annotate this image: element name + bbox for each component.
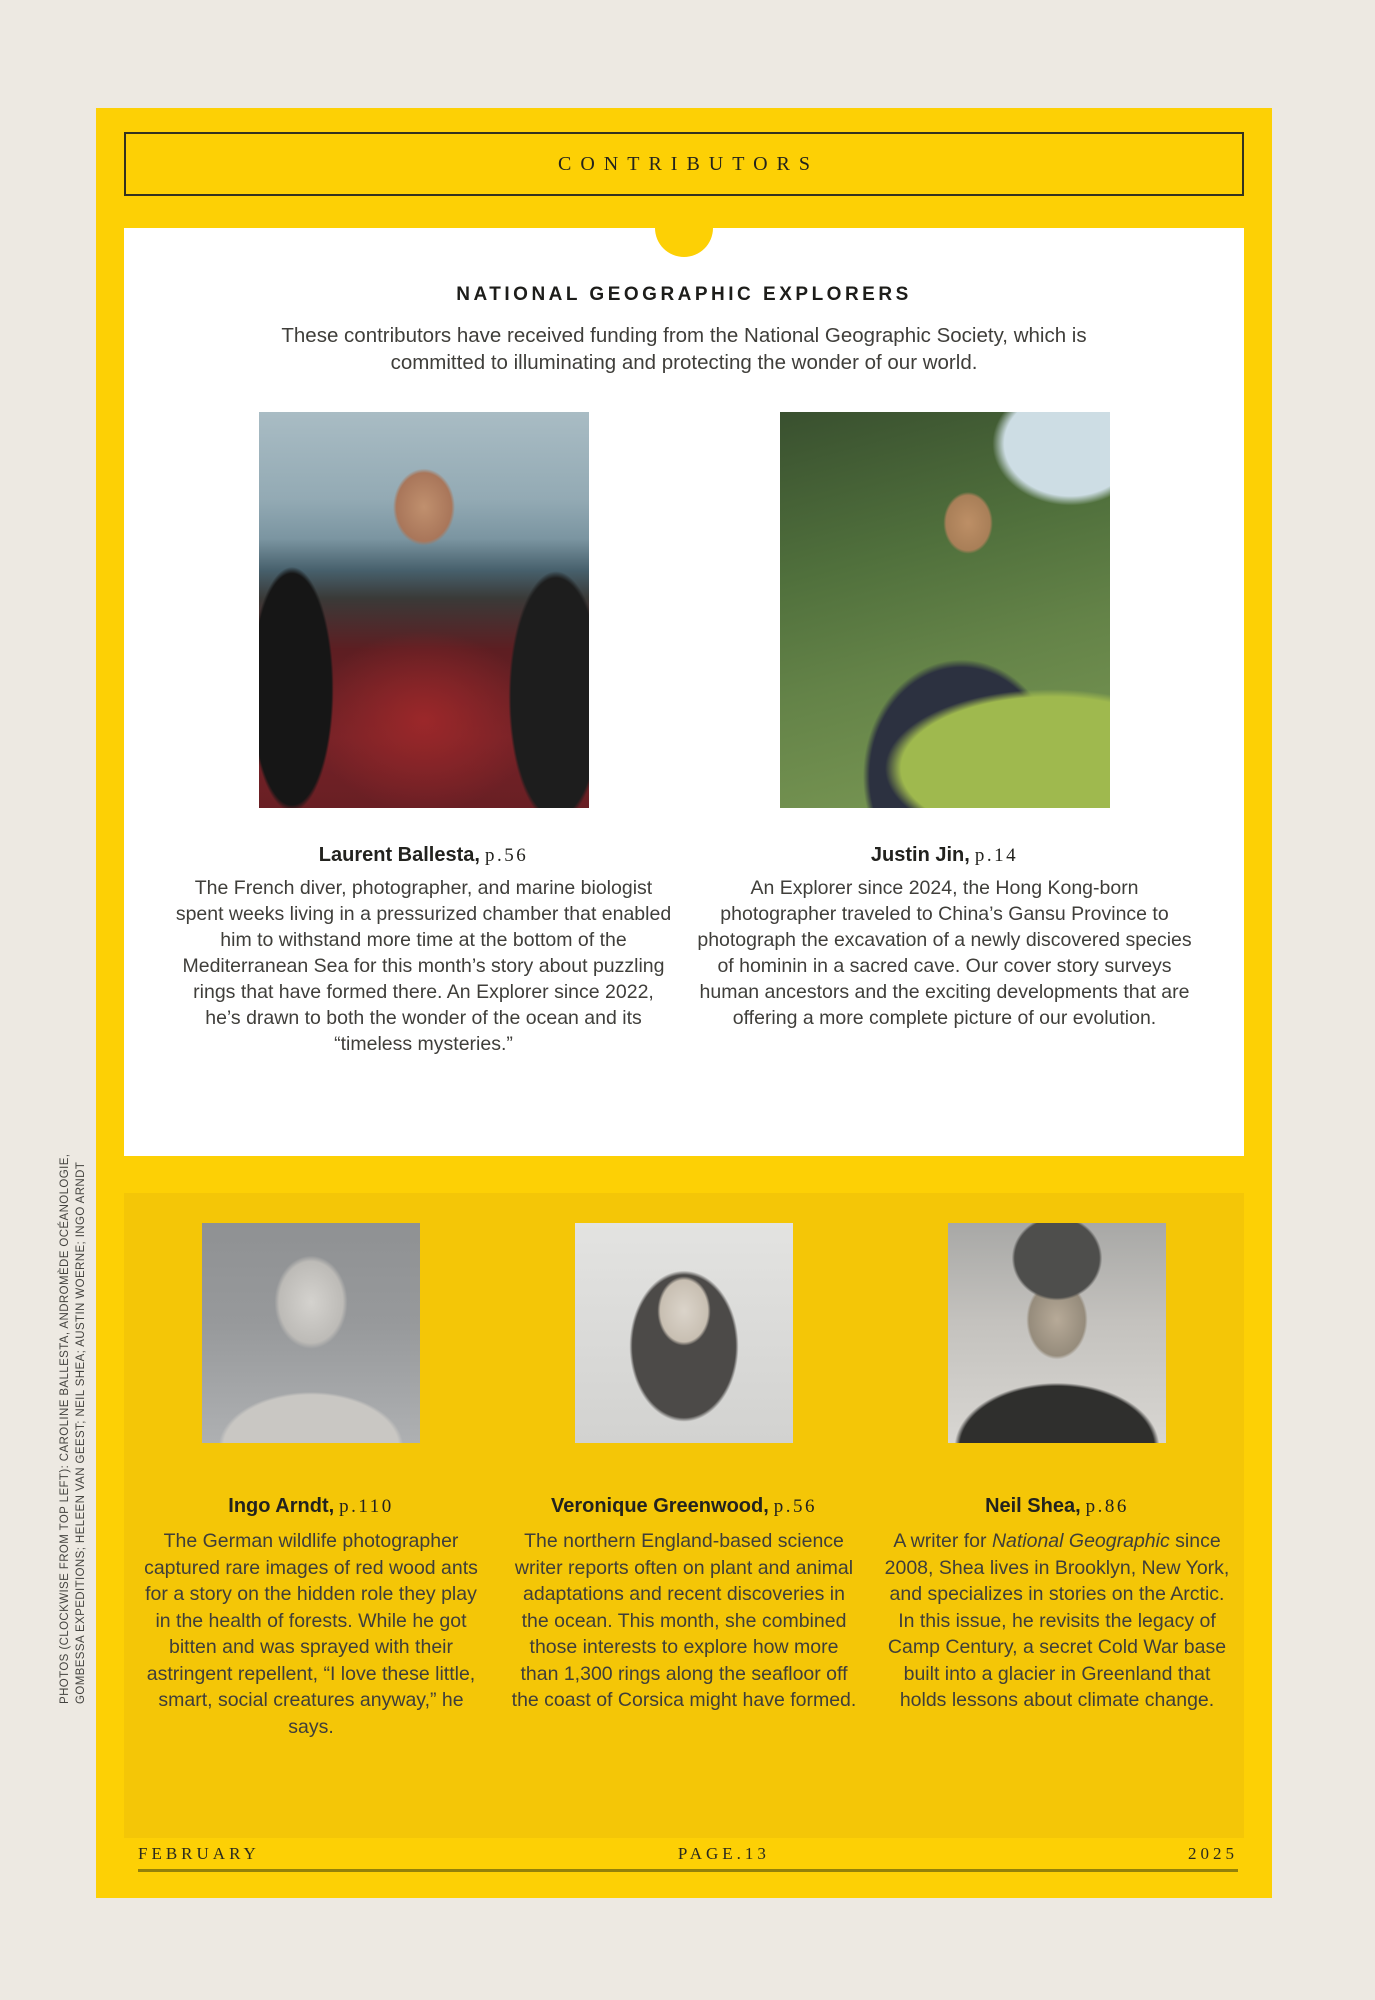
footer-page-number: PAGE.13 xyxy=(677,1844,770,1863)
profile-name: Justin Jin, xyxy=(870,844,970,866)
profile-ingo-arndt xyxy=(136,1223,486,1838)
decorative-notch xyxy=(655,228,713,257)
explorer-profiles-row xyxy=(174,406,1194,1057)
page-title: CONTRIBUTORS xyxy=(558,152,819,175)
profile-name-line xyxy=(174,844,673,867)
photo-credits-line1: PHOTOS (CLOCKWISE FROM TOP LEFT): CAROLINE BALLESTA, ANDROMÈDE OCÉANOLOGIE, xyxy=(59,1153,71,1704)
laurent-ballesta-photo xyxy=(259,412,589,808)
profile-name-line xyxy=(509,1495,859,1518)
profile-bio: The French diver, photographer, and marine biologist spent weeks living in a pressurized chamber that enabled him to withstand more time at the bottom of the Mediterranean Sea for this month’s story about puzzling rings that have formed there. An Explorer since 2022, he’s drawn to both the wonder of the ocean and its “timeless mysteries.” xyxy=(175,877,672,1055)
contributors-panel xyxy=(124,1193,1244,1838)
profile-bio: An Explorer since 2024, the Hong Kong-born photographer traveled to China’s Gansu Province to photograph the excavation of a newly discovered species of hominin in a sacred cave. Our cover story surveys human ancestors and the exciting developments that are offering a more complete picture of our evolution. xyxy=(697,877,1192,1029)
explorers-card xyxy=(124,228,1244,1156)
bio-italic-title: National Geographic xyxy=(991,1530,1170,1552)
explorers-intro-text: These contributors have received funding from the National Geographic Society, which is committed to illuminating and protecting the wonder of our world. xyxy=(281,324,1087,374)
veronique-greenwood-photo xyxy=(575,1223,793,1443)
profile-laurent-ballesta xyxy=(174,406,673,1057)
profile-bio: The northern England-based science writer reports often on plant and animal adaptations and recent discoveries in the ocean. This month, she combined those interests to explore how more than 1,300 rings along the seafloor off the coast of Corsica might have formed. xyxy=(511,1530,857,1711)
profile-page-ref: p.86 xyxy=(1085,1496,1129,1517)
profile-neil-shea xyxy=(882,1223,1232,1838)
justin-jin-photo xyxy=(780,412,1110,808)
footer-year: 2025 xyxy=(1188,1844,1238,1863)
profile-page-ref: p.56 xyxy=(484,845,529,866)
profile-page-ref: p.56 xyxy=(773,1496,818,1517)
bio-text: A writer for xyxy=(893,1530,992,1552)
bio-text: since 2008, Shea lives in Brooklyn, New York, and specializes in stories on the Arctic. In this issue, he revisits the legacy of Camp Century, a secret Cold War base built into a glacier in Greenland that holds lessons about climate change. xyxy=(884,1530,1230,1711)
footer-month: FEBRUARY xyxy=(138,1844,260,1863)
profile-bio: The German wildlife photographer captured rare images of red wood ants for a story on the hidden role they play in the health of forests. While he got bitten and was sprayed with their astringent repellent, “I love these little, smart, social creatures anyway,” he says. xyxy=(144,1530,478,1738)
ingo-arndt-photo xyxy=(202,1223,420,1443)
explorers-heading: NATIONAL GEOGRAPHIC EXPLORERS xyxy=(456,284,912,305)
profile-name: Neil Shea, xyxy=(985,1495,1081,1517)
profile-bio xyxy=(885,1528,1230,1714)
footer-rule xyxy=(138,1869,1238,1872)
profile-page-ref: p.14 xyxy=(974,845,1019,866)
neil-shea-photo xyxy=(948,1223,1166,1443)
profile-veronique-greenwood xyxy=(509,1223,859,1838)
page-footer xyxy=(138,1844,1238,1872)
yellow-page xyxy=(96,108,1272,1898)
profile-name-line xyxy=(882,1495,1232,1518)
photo-credits xyxy=(57,1153,89,1704)
profile-justin-jin xyxy=(695,406,1194,1057)
profile-page-ref: p.110 xyxy=(339,1496,394,1517)
profile-name-line xyxy=(136,1495,486,1518)
profile-name: Veronique Greenwood, xyxy=(550,1495,769,1517)
profile-name: Ingo Arndt, xyxy=(228,1495,335,1517)
footer-row xyxy=(138,1844,1238,1864)
profile-name: Laurent Ballesta, xyxy=(318,844,480,866)
profile-name-line xyxy=(695,844,1194,867)
contributors-header-box xyxy=(124,132,1244,196)
photo-credits-line2: GOMBESSA EXPEDITIONS; HELEEN VAN GEEST; NEIL SHEA; AUSTIN WOERNE; INGO ARNDT xyxy=(75,1161,87,1704)
